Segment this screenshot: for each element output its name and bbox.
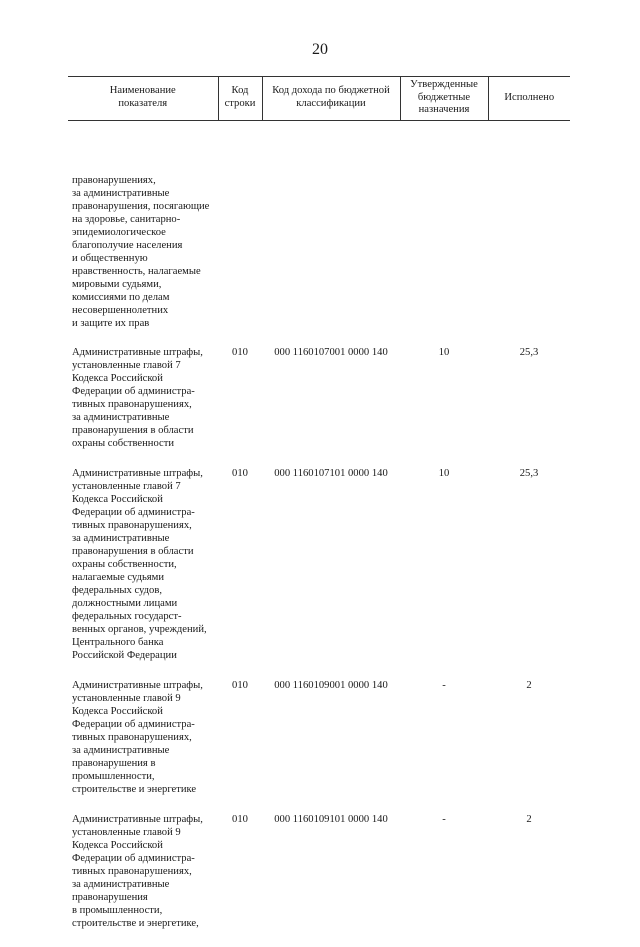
row-income-code: 000 1160107101 0000 140 — [274, 467, 388, 479]
row-approved: - — [442, 679, 446, 691]
row-executed: 25,3 — [519, 346, 539, 358]
header-approved: Утвержденные бюджетные назначения — [400, 77, 488, 121]
table-body — [68, 120, 570, 947]
row-line-code: 010 — [232, 467, 248, 479]
row-approved: - — [442, 813, 446, 825]
row-line-code — [218, 120, 262, 346]
row-name: Административные штрафы, установленные главой 9 Кодекса Российской Федерации об администра- тивных правонарушениях, за административные правонарушения в промышленности, строительстве и энергетике — [72, 679, 203, 795]
table-header — [68, 77, 570, 121]
header-line-code: Код строки — [218, 77, 262, 121]
row-income-code: 000 1160109001 0000 140 — [274, 679, 388, 691]
table-row — [68, 679, 570, 813]
row-name: Административные штрафы, установленные главой 7 Кодекса Российской Федерации об администра- тивных правонарушениях, за административные правонарушения в области охраны собственности, налагаемые судьями федеральных судов, должностными лицами федеральных государст- венных органов, учреждений, Центрального банка Российской Федерации — [72, 467, 207, 661]
row-approved — [400, 120, 488, 346]
row-line-code: 010 — [232, 346, 248, 358]
row-name: Административные штрафы, установленные главой 7 Кодекса Российской Федерации об администра- тивных правонарушениях, за административные правонарушения в области охраны собственности — [72, 346, 203, 449]
header-name: Наименование показателя — [68, 77, 218, 121]
row-income-code — [262, 120, 400, 346]
table-row — [68, 467, 570, 679]
row-name: Административные штрафы, установленные главой 9 Кодекса Российской Федерации об администра- тивных правонарушениях, за административные правонарушения в промышленности, строительстве и энергетике, — [72, 813, 203, 929]
header-executed: Исполнено — [488, 77, 570, 121]
table-row — [68, 120, 570, 346]
row-executed: 2 — [526, 679, 532, 691]
row-income-code: 000 1160107001 0000 140 — [274, 346, 388, 358]
row-executed: 2 — [526, 813, 532, 825]
budget-table — [68, 76, 570, 947]
row-name: правонарушениях, за административные правонарушения, посягающие на здоровье, санитарно- эпидемиологическое благополучие населения и общественную нравственность, налагаемые мировыми судьями, комиссиями по делам несовершеннолетних и защите их прав — [72, 174, 210, 329]
row-line-code: 010 — [232, 813, 248, 825]
row-executed: 25,3 — [519, 467, 539, 479]
row-approved: 10 — [438, 467, 450, 479]
table-row — [68, 346, 570, 467]
header-income-code: Код дохода по бюджетной классификации — [262, 77, 400, 121]
row-income-code: 000 1160109101 0000 140 — [274, 813, 388, 825]
table-row — [68, 813, 570, 947]
row-executed — [488, 120, 570, 346]
page-number: 20 — [312, 41, 328, 58]
row-approved: 10 — [438, 346, 450, 358]
row-line-code: 010 — [232, 679, 248, 691]
